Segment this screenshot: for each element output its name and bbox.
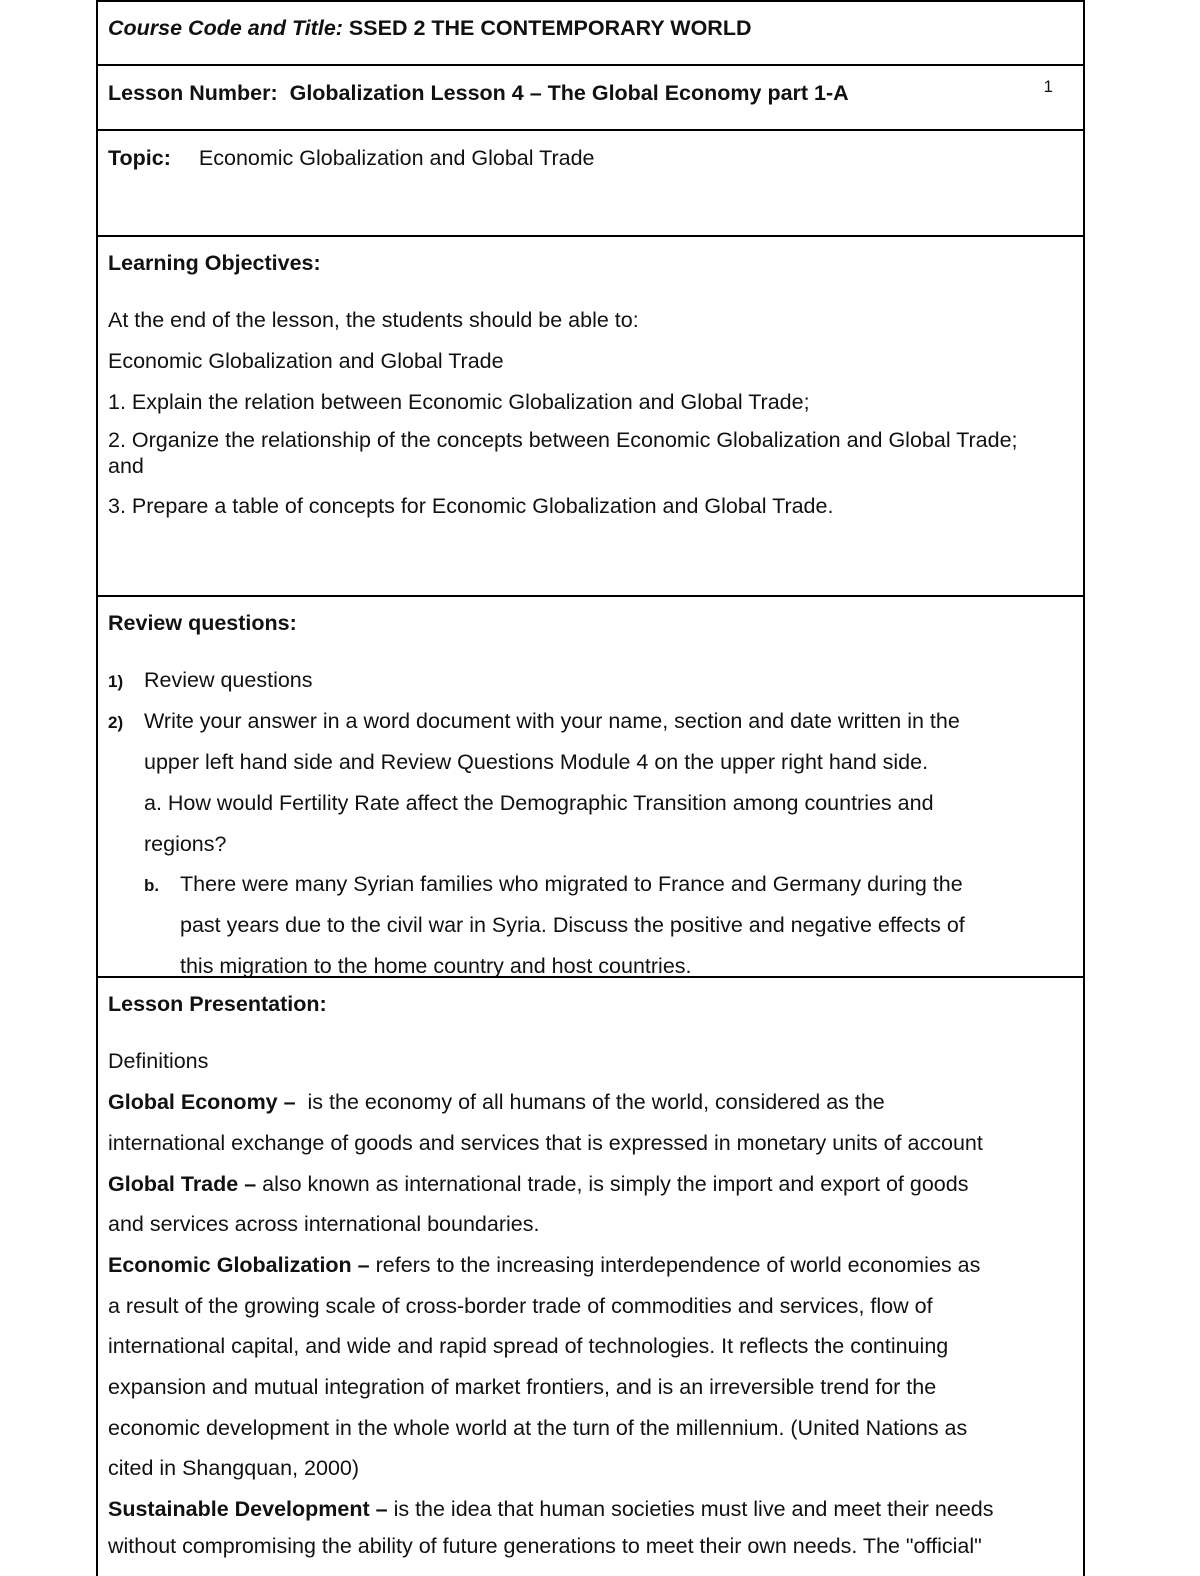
review-item-1 — [108, 668, 313, 693]
course-row — [96, 0, 1085, 66]
definition-text: international exchange of goods and services that is expressed in monetary units of account — [108, 1131, 983, 1155]
presentation-row — [96, 976, 1085, 1576]
presentation-heading: Lesson Presentation: — [108, 992, 327, 1016]
definition-term: Economic Globalization – — [108, 1253, 370, 1277]
review-question-a: a. How would Fertility Rate affect the Demographic Transition among countries and — [144, 791, 934, 815]
definition-text: also known as international trade, is simply the import and export of goods — [256, 1172, 969, 1196]
definition-text: expansion and mutual integration of market frontiers, and is an irreversible trend for the — [108, 1375, 937, 1399]
topic-value: Economic Globalization and Global Trade — [198, 146, 595, 170]
review-question-b-cont: this migration to the home country and host countries. — [180, 954, 692, 978]
review-question-letter: b. — [144, 876, 160, 895]
lesson-label: Lesson Number: — [108, 81, 278, 105]
objectives-intro: At the end of the lesson, the students should be able to: — [108, 308, 639, 332]
topic-row — [96, 129, 1085, 237]
lesson-row — [96, 64, 1085, 130]
definition-global-trade — [108, 1172, 968, 1197]
objectives-row — [96, 235, 1085, 597]
definition-text: cited in Shangquan, 2000) — [108, 1456, 360, 1480]
definition-text: a result of the growing scale of cross-border trade of commodities and services, flow of — [108, 1294, 933, 1318]
definition-term: Sustainable Development – — [108, 1497, 388, 1521]
definition-term: Global Trade – — [108, 1172, 257, 1196]
objective-item: 1. Explain the relation between Economic Globalization and Global Trade; — [108, 390, 810, 414]
review-item-2 — [108, 709, 960, 734]
definition-text: refers to the increasing interdependence of world economies as — [369, 1253, 981, 1277]
definition-term: Global Economy – — [108, 1090, 296, 1114]
review-question-b — [144, 872, 963, 897]
review-question-text: There were many Syrian families who migrated to France and Germany during the — [180, 872, 963, 896]
definition-text: is the idea that human societies must live and meet their needs — [387, 1497, 994, 1521]
objective-item: 2. Organize the relationship of the concepts between Economic Globalization and Global Trade; and — [108, 428, 1018, 478]
lesson-value: Globalization Lesson 4 – The Global Economy part 1-A — [289, 81, 849, 105]
objective-item: 3. Prepare a table of concepts for Economic Globalization and Global Trade. — [108, 494, 834, 518]
course-value: SSED 2 THE CONTEMPORARY WORLD — [348, 16, 752, 40]
review-row — [96, 595, 1085, 978]
objectives-subtitle: Economic Globalization and Global Trade — [108, 349, 504, 373]
review-heading: Review questions: — [108, 611, 297, 635]
review-question-a-cont: regions? — [144, 832, 227, 856]
review-question-b-cont: past years due to the civil war in Syria. Discuss the positive and negative effects of — [180, 913, 965, 937]
page-number: 1 — [1043, 77, 1053, 96]
definition-text: is the economy of all humans of the world, considered as the — [295, 1090, 885, 1114]
objectives-heading: Learning Objectives: — [108, 251, 321, 275]
topic-label: Topic: — [108, 146, 171, 170]
definition-economic-globalization — [108, 1253, 980, 1278]
definition-text: and services across international boundaries. — [108, 1212, 540, 1236]
definitions-label: Definitions — [108, 1049, 209, 1073]
review-item-text: Write your answer in a word document with your name, section and date written in the — [144, 709, 960, 733]
review-item-2-cont: upper left hand side and Review Questions Module 4 on the upper right hand side. — [144, 750, 929, 774]
definition-text: without compromising the ability of future generations to meet their own needs. The "official" — [108, 1534, 982, 1558]
definition-text: international capital, and wide and rapid spread of technologies. It reflects the continuing — [108, 1334, 949, 1358]
course-label: Course Code and Title: — [108, 16, 343, 40]
definition-sustainable-development — [108, 1497, 994, 1522]
review-item-number: 1) — [108, 672, 124, 691]
review-item-number: 2) — [108, 713, 124, 732]
review-item-text: Review questions — [144, 668, 313, 692]
definition-text: economic development in the whole world at the turn of the millennium. (United Nations as — [108, 1416, 968, 1440]
definition-global-economy — [108, 1090, 885, 1115]
